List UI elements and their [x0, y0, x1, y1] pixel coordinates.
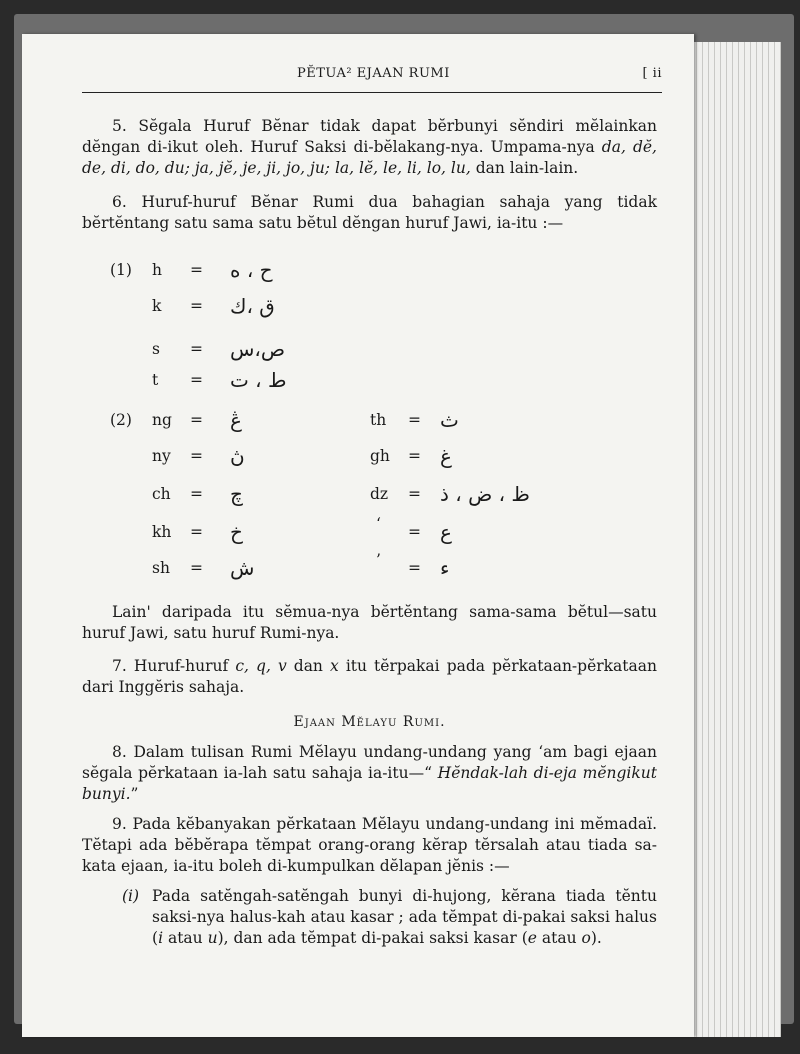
rumi-letter: k — [152, 297, 162, 315]
jawi-letter: ث — [440, 408, 459, 432]
table-row — [370, 444, 590, 468]
rumi-letter: sh — [152, 559, 170, 577]
para7-mid: dan — [286, 657, 330, 675]
para7-suffix: itu tĕrpakai pada pĕrkataan-pĕrkataan dari Inggĕris sahaja. — [82, 657, 657, 696]
paragraph-9 — [82, 814, 657, 877]
table-row — [370, 515, 590, 544]
equals-sign: = — [190, 485, 203, 503]
rumi-letter: ch — [152, 485, 171, 503]
equals-sign: = — [190, 297, 203, 315]
table-row — [110, 408, 410, 432]
table-row — [370, 408, 590, 432]
rumi-letter: s — [152, 340, 160, 358]
table-row — [110, 444, 410, 468]
equals-sign: = — [190, 523, 203, 541]
paragraph-lain — [82, 602, 657, 644]
jawi-letter: ص،س — [230, 337, 286, 361]
table-row — [110, 337, 410, 361]
paragraph-8 — [82, 742, 657, 805]
rumi-letter: dz — [370, 485, 389, 503]
sub-i-letter-i: i — [158, 929, 164, 947]
table-row — [110, 520, 410, 544]
sub-item-number: (i) — [122, 887, 140, 905]
jawi-letter: غ — [440, 444, 452, 468]
para6-text: 6. Huruf-huruf Bĕnar Rumi dua bahagian sahaja yang tidak bĕrtĕntang satu sama satu bĕtul dĕngan huruf Jawi, ia-itu :— — [82, 193, 657, 232]
equals-sign: = — [190, 371, 203, 389]
group2-label: (2) — [110, 411, 132, 429]
sub-i-text2: ), dan ada tĕmpat di-pakai saksi kasar ( — [217, 929, 528, 947]
rumi-letter: th — [370, 411, 387, 429]
jawi-letter: خ — [230, 520, 243, 544]
paragraph-7 — [82, 656, 657, 698]
header-rule — [82, 92, 662, 93]
para9-text: 9. Pada kĕbanyakan pĕrkataan Mĕlayu undang-undang ini mĕmadaï. Tĕtapi ada bĕbĕrapa tĕmpat orang-orang kĕrap tĕrsalah atau tiada sa-kata ejaan, ia-itu boleh di-kumpulkan dĕlapan jĕnis :— — [82, 815, 657, 875]
table-row — [110, 368, 410, 392]
jawi-letter: ق ،ك — [230, 294, 275, 318]
rumi-letter: ng — [152, 411, 172, 429]
jawi-letter: ع — [440, 520, 452, 544]
para5-tail: dan lain-lain. — [470, 159, 579, 177]
sub-i-letter-o: o — [581, 929, 591, 947]
rumi-letter: h — [152, 261, 162, 279]
table-row — [370, 482, 590, 506]
page-edges — [690, 42, 781, 1037]
sub-i-letter-u: u — [207, 929, 218, 947]
table-row — [110, 258, 410, 282]
equals-sign: = — [408, 559, 421, 577]
sub-item-i — [122, 886, 657, 949]
sub-i-atau2: atau — [536, 929, 582, 947]
para-lain-text: Lain' daripada itu sĕmua-nya bĕrtĕntang sama-sama bĕtul—satu huruf Jawi, satu huruf Rumi-nya. — [82, 603, 657, 642]
paragraph-5 — [82, 116, 657, 179]
rumi-letter: gh — [370, 447, 390, 465]
para5-examples: da, dĕ, de, di, do, du; ja, jĕ, je, ji, jo, ju; la, lĕ, le, li, lo, lu, — [82, 138, 657, 177]
page-number: [ ii — [642, 66, 662, 81]
equals-sign: = — [408, 523, 421, 541]
rumi-letter: ‘ — [376, 515, 381, 533]
sub-i-text1: Pada satĕngah-satĕngah bunyi di-hujong, kĕrana tiada tĕntu saksi-nya halus-kah atau kasar ; ada tĕmpat di-pakai saksi halus ( — [152, 887, 657, 947]
equals-sign: = — [190, 261, 203, 279]
equals-sign: = — [408, 411, 421, 429]
running-title: PĔTUA² EJAAN RUMI — [297, 66, 450, 81]
jawi-letter: ط ، ت — [230, 368, 287, 392]
section-heading: Ejaan Mĕlayu Rumi. — [293, 714, 446, 730]
jawi-letter: ڠ — [230, 408, 242, 432]
table-row — [110, 294, 410, 318]
rumi-letter: ny — [152, 447, 171, 465]
para7-letter-x: x — [330, 657, 339, 675]
equals-sign: = — [190, 559, 203, 577]
sub-item-text — [122, 886, 657, 949]
table-row — [370, 551, 590, 580]
jawi-letter: ح ، ه — [230, 258, 273, 282]
running-head — [82, 64, 662, 86]
jawi-letter: ظ ، ض ، ذ — [440, 482, 530, 506]
equals-sign: = — [408, 485, 421, 503]
para5-text: 5. Sĕgala Huruf Bĕnar tidak dapat bĕrbunyi sĕndiri mĕlainkan dĕngan di-ikut oleh. Huruf Saksi di-bĕlakang-nya. Umpama-nya — [82, 117, 657, 156]
sub-i-letter-e: e — [527, 929, 537, 947]
para8-quote: Hĕndak-lah di-eja mĕngikut bunyi. — [82, 764, 657, 803]
paragraph-6 — [82, 192, 657, 234]
jawi-letter: ش — [230, 556, 255, 580]
equals-sign: = — [408, 447, 421, 465]
table-row — [110, 556, 410, 580]
table-row — [110, 482, 410, 506]
sub-i-atau1: atau — [163, 929, 208, 947]
equals-sign: = — [190, 447, 203, 465]
para7-letters: c, q, v — [235, 657, 287, 675]
equals-sign: = — [190, 340, 203, 358]
jawi-letter: چ — [230, 482, 243, 506]
rumi-letter: t — [152, 371, 159, 389]
book-page — [22, 34, 694, 1037]
jawi-letter: ء — [440, 556, 450, 580]
para7-prefix: 7. Huruf-huruf — [112, 657, 236, 675]
jawi-letter: ڽ — [230, 444, 245, 468]
rumi-letter: ’ — [376, 551, 381, 569]
equals-sign: = — [190, 411, 203, 429]
rumi-letter: kh — [152, 523, 172, 541]
para8-end: ” — [130, 785, 139, 803]
group1-label: (1) — [110, 261, 132, 279]
sub-i-text3: ). — [590, 929, 602, 947]
para8-text: 8. Dalam tulisan Rumi Mĕlayu undang-undang yang ‘am bagi ejaan sĕgala pĕrkataan ia-lah satu sahaja ia-itu—“ — [82, 743, 657, 782]
